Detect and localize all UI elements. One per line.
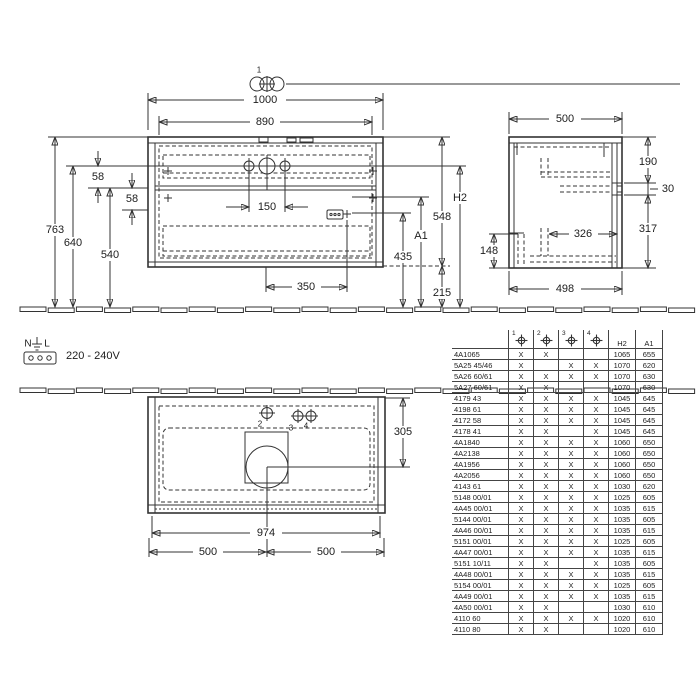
dim-height-lower: 540 — [100, 249, 120, 261]
hole-compat-cell: X — [534, 525, 559, 536]
table-row — [452, 382, 663, 393]
hole-compat-cell: X — [559, 360, 584, 371]
hole-compat-cell: X — [509, 525, 534, 536]
table-row — [452, 580, 663, 591]
h2-value-cell: 1035 — [609, 514, 636, 525]
table-row — [452, 591, 663, 602]
hole-compat-cell: X — [559, 404, 584, 415]
dim-basin-center-depth: 305 — [393, 426, 413, 438]
table-row — [452, 448, 663, 459]
hole-compat-cell: X — [584, 481, 609, 492]
hole-column-number: 4 — [587, 330, 591, 337]
a1-value-cell: 650 — [636, 470, 663, 481]
a1-value-cell: 620 — [636, 360, 663, 371]
socket-plug-icon — [24, 352, 56, 364]
model-cell: 4172 58 — [452, 415, 509, 426]
tap-hole-column-3 — [559, 330, 584, 349]
hole-compat-cell: X — [534, 492, 559, 503]
hole-compat-cell: X — [559, 503, 584, 514]
hole-compat-cell: X — [534, 393, 559, 404]
hole-compat-cell: X — [509, 481, 534, 492]
hole-compat-cell: X — [534, 602, 559, 613]
hole-compat-cell: X — [534, 415, 559, 426]
hole-compat-cell: X — [584, 503, 609, 514]
hole-compat-cell: X — [534, 503, 559, 514]
a1-value-cell: 605 — [636, 580, 663, 591]
a1-value-cell: 615 — [636, 569, 663, 580]
a1-value-cell: 615 — [636, 503, 663, 514]
hole-compat-cell: X — [584, 371, 609, 382]
cabinet-side-outline — [509, 137, 622, 268]
hole-compat-cell: X — [584, 393, 609, 404]
hole-column-number: 2 — [537, 330, 541, 337]
a1-value-cell: 615 — [636, 591, 663, 602]
hole-compat-cell — [584, 382, 609, 393]
h2-value-cell: 1035 — [609, 591, 636, 602]
hole-compat-cell: X — [559, 613, 584, 624]
drill-hole-icon — [590, 334, 603, 347]
table-row — [452, 613, 663, 624]
hole-compat-cell: X — [509, 404, 534, 415]
hole-compat-cell: X — [534, 437, 559, 448]
h2-value-cell: 1035 — [609, 558, 636, 569]
hole-compat-cell — [559, 624, 584, 635]
hole-compat-cell: X — [534, 547, 559, 558]
hole-compat-cell: X — [509, 360, 534, 371]
h2-value-cell: 1060 — [609, 437, 636, 448]
hole-compat-cell: X — [584, 426, 609, 437]
hole-compat-cell: X — [534, 591, 559, 602]
model-cell: 5A27 60/61 — [452, 382, 509, 393]
hole-compat-cell: X — [509, 613, 534, 624]
electrical-connection-symbol — [24, 337, 120, 364]
side-view-drawing — [477, 112, 674, 295]
terminal-n-label: N — [24, 338, 32, 350]
h2-value-cell: 1025 — [609, 536, 636, 547]
h2-value-cell: 1035 — [609, 547, 636, 558]
tap-hole-column-1 — [509, 330, 534, 349]
table-row — [452, 360, 663, 371]
hole-compat-cell: X — [534, 569, 559, 580]
floor-hatch-line — [20, 307, 695, 313]
hole-compat-cell: X — [509, 415, 534, 426]
a1-value-cell: 645 — [636, 426, 663, 437]
hole-compat-cell: X — [509, 426, 534, 437]
drill-hole-icon — [565, 334, 578, 347]
model-cell: 5151 10/11 — [452, 558, 509, 569]
table-row — [452, 415, 663, 426]
socket-symbol-front — [327, 210, 343, 219]
model-cell: 4A45 00/01 — [452, 503, 509, 514]
table-row — [452, 503, 663, 514]
table-row — [452, 492, 663, 503]
h2-value-cell: 1030 — [609, 481, 636, 492]
hole-compat-cell: X — [559, 459, 584, 470]
a1-value-cell: 605 — [636, 514, 663, 525]
ref-item-1-label: 1 — [256, 65, 262, 75]
model-cell: 5144 00/01 — [452, 514, 509, 525]
a1-value-cell: 615 — [636, 547, 663, 558]
table-row — [452, 349, 663, 360]
a1-value-cell: 655 — [636, 349, 663, 360]
hole-compat-cell: X — [509, 437, 534, 448]
drill-hole-icon — [540, 334, 553, 347]
a1-value-cell: 605 — [636, 492, 663, 503]
hole-compat-cell: X — [509, 492, 534, 503]
h2-value-cell: 1030 — [609, 602, 636, 613]
model-cell: 5151 00/01 — [452, 536, 509, 547]
hole-compat-cell — [559, 602, 584, 613]
hole-compat-cell: X — [509, 602, 534, 613]
h2-column-header: H2 — [609, 330, 636, 349]
table-row — [452, 525, 663, 536]
dim-hinge-offset-b: 58 — [125, 193, 139, 205]
hole-compat-cell: X — [534, 448, 559, 459]
h2-value-cell: 1060 — [609, 470, 636, 481]
table-row — [452, 547, 663, 558]
dim-bracket-height: 30 — [661, 183, 675, 195]
dim-height-upper: 640 — [63, 237, 83, 249]
hole-compat-cell — [559, 349, 584, 360]
hole-compat-cell: X — [559, 448, 584, 459]
h2-value-cell: 1045 — [609, 426, 636, 437]
hole-compat-cell: X — [584, 547, 609, 558]
table-row — [452, 602, 663, 613]
model-cell: 5A26 60/61 — [452, 371, 509, 382]
hole-4-label: 4 — [303, 421, 309, 431]
dim-tap-hole-spacing: 150 — [257, 201, 277, 213]
hole-compat-cell: X — [509, 448, 534, 459]
hole-compat-cell: X — [509, 514, 534, 525]
ref-item-1-symbol — [250, 66, 680, 93]
front-view-drawing — [41, 66, 680, 308]
hole-compat-cell: X — [584, 404, 609, 415]
a1-value-cell: 645 — [636, 393, 663, 404]
table-row — [452, 404, 663, 415]
hole-compat-cell: X — [559, 470, 584, 481]
dim-inner-depth: 326 — [573, 228, 593, 240]
model-cell: 5154 00/01 — [452, 580, 509, 591]
hole-compat-cell — [534, 360, 559, 371]
compatibility-table — [452, 330, 663, 635]
model-cell: 4A48 00/01 — [452, 569, 509, 580]
model-cell: 4110 80 — [452, 624, 509, 635]
model-cell: 4A47 00/01 — [452, 547, 509, 558]
h2-value-cell: 1025 — [609, 492, 636, 503]
hole-compat-cell: X — [559, 514, 584, 525]
h2-value-cell: 1065 — [609, 349, 636, 360]
table-row — [452, 459, 663, 470]
hole-compat-cell: X — [584, 536, 609, 547]
hole-3-label: 3 — [288, 423, 294, 433]
h2-value-cell: 1060 — [609, 448, 636, 459]
table-row — [452, 624, 663, 635]
a1-value-cell: 645 — [636, 415, 663, 426]
h2-value-cell: 1045 — [609, 415, 636, 426]
hole-compat-cell: X — [559, 437, 584, 448]
hole-compat-cell: X — [584, 459, 609, 470]
h2-value-cell: 1035 — [609, 503, 636, 514]
hole-compat-cell: X — [534, 536, 559, 547]
hole-compat-cell: X — [584, 437, 609, 448]
hole-compat-cell: X — [534, 426, 559, 437]
dim-cabinet-height: 548 — [432, 211, 452, 223]
a1-value-cell: 645 — [636, 404, 663, 415]
hole-compat-cell: X — [509, 580, 534, 591]
dim-hinge-offset-a: 58 — [91, 171, 105, 183]
model-cell: 4110 60 — [452, 613, 509, 624]
model-cell: 4A50 00/01 — [452, 602, 509, 613]
hole-compat-cell — [584, 624, 609, 635]
hole-compat-cell: X — [534, 382, 559, 393]
a1-column-header: A1 — [636, 330, 663, 349]
h2-value-cell: 1070 — [609, 382, 636, 393]
dim-height-total: 763 — [45, 224, 65, 236]
hole-compat-cell — [559, 382, 584, 393]
table-body — [452, 349, 663, 635]
hole-compat-cell: X — [584, 514, 609, 525]
model-cell: 4A49 00/01 — [452, 591, 509, 602]
hole-compat-cell: X — [534, 459, 559, 470]
hole-compat-cell: X — [584, 360, 609, 371]
hole-compat-cell: X — [509, 371, 534, 382]
dim-depth-top: 500 — [555, 113, 575, 125]
dim-top-to-bracket: 190 — [638, 156, 658, 168]
model-cell: 4A1956 — [452, 459, 509, 470]
model-column-header — [452, 330, 509, 349]
hole-compat-cell: X — [584, 569, 609, 580]
table-row — [452, 514, 663, 525]
hole-compat-cell: X — [534, 558, 559, 569]
a1-value-cell: 630 — [636, 371, 663, 382]
a1-value-cell: 610 — [636, 624, 663, 635]
dim-center-right: 500 — [316, 546, 336, 558]
hole-compat-cell — [559, 558, 584, 569]
table-row — [452, 558, 663, 569]
hole-compat-cell: X — [509, 503, 534, 514]
a1-value-cell: 620 — [636, 481, 663, 492]
hole-compat-cell: X — [559, 371, 584, 382]
table-row — [452, 426, 663, 437]
dim-lower-bracket-height: 148 — [479, 245, 499, 257]
a1-value-cell: 630 — [636, 382, 663, 393]
h2-value-cell: 1025 — [609, 580, 636, 591]
tap-hole-markers-plan — [259, 405, 318, 423]
hole-compat-cell: X — [559, 481, 584, 492]
earth-ground-icon — [32, 337, 42, 350]
hole-compat-cell: X — [509, 393, 534, 404]
hole-compat-cell: X — [509, 558, 534, 569]
voltage-label: 220 - 240V — [66, 350, 120, 362]
dim-socket-offset: 350 — [296, 281, 316, 293]
hole-compat-cell: X — [509, 459, 534, 470]
tap-hole-column-2 — [534, 330, 559, 349]
hole-compat-cell: X — [584, 470, 609, 481]
a1-value-cell: 650 — [636, 437, 663, 448]
dim-a1-label: A1 — [414, 230, 428, 242]
hole-compat-cell: X — [559, 591, 584, 602]
hole-compat-cell: X — [509, 547, 534, 558]
hole-compat-cell: X — [534, 349, 559, 360]
hole-compat-cell: X — [534, 514, 559, 525]
hole-compat-cell: X — [534, 624, 559, 635]
table-header-row — [452, 330, 663, 349]
drill-hole-icon — [515, 334, 528, 347]
hole-compat-cell: X — [559, 536, 584, 547]
hole-column-number: 3 — [562, 330, 566, 337]
hole-column-number: 1 — [512, 330, 516, 337]
model-cell: 4A2056 — [452, 470, 509, 481]
model-cell: 4A1065 — [452, 349, 509, 360]
hole-compat-cell: X — [584, 591, 609, 602]
hole-compat-cell: X — [509, 536, 534, 547]
table-row — [452, 470, 663, 481]
dim-floor-clearance: 215 — [432, 287, 452, 299]
h2-value-cell: 1060 — [609, 459, 636, 470]
model-cell: 4A46 00/01 — [452, 525, 509, 536]
dim-inner-width: 890 — [255, 116, 275, 128]
hole-compat-cell: X — [509, 470, 534, 481]
hole-compat-cell: X — [509, 624, 534, 635]
hole-compat-cell: X — [584, 448, 609, 459]
table-row — [452, 481, 663, 492]
tap-hole-column-4 — [584, 330, 609, 349]
hole-compat-cell: X — [584, 558, 609, 569]
h2-value-cell: 1070 — [609, 360, 636, 371]
hole-compat-cell: X — [509, 591, 534, 602]
h2-value-cell: 1020 — [609, 613, 636, 624]
h2-value-cell: 1035 — [609, 525, 636, 536]
a1-value-cell: 610 — [636, 613, 663, 624]
hole-compat-cell: X — [534, 613, 559, 624]
model-cell: 4143 61 — [452, 481, 509, 492]
dim-socket-height: 435 — [393, 251, 413, 263]
a1-value-cell: 605 — [636, 536, 663, 547]
hole-compat-cell: X — [534, 580, 559, 591]
h2-value-cell: 1070 — [609, 371, 636, 382]
table-row — [452, 569, 663, 580]
table-row — [452, 437, 663, 448]
table-row — [452, 536, 663, 547]
a1-value-cell: 650 — [636, 448, 663, 459]
a1-value-cell: 610 — [636, 602, 663, 613]
model-cell: 4A1840 — [452, 437, 509, 448]
hole-compat-cell: X — [559, 415, 584, 426]
hole-compat-cell — [584, 349, 609, 360]
dim-depth-bottom: 498 — [555, 283, 575, 295]
hole-compat-cell: X — [559, 547, 584, 558]
hole-compat-cell: X — [584, 525, 609, 536]
model-cell: 5A25 45/46 — [452, 360, 509, 371]
hole-compat-cell: X — [509, 349, 534, 360]
hole-compat-cell: X — [559, 393, 584, 404]
terminal-l-label: L — [44, 338, 50, 350]
hole-compat-cell — [584, 602, 609, 613]
dim-overall-width: 1000 — [252, 94, 278, 106]
table-row — [452, 371, 663, 382]
hole-compat-cell: X — [534, 481, 559, 492]
model-cell: 4198 61 — [452, 404, 509, 415]
hole-compat-cell: X — [559, 492, 584, 503]
hole-compat-cell: X — [584, 580, 609, 591]
model-cell: 5148 00/01 — [452, 492, 509, 503]
hole-compat-cell: X — [559, 525, 584, 536]
h2-value-cell: 1045 — [609, 404, 636, 415]
hole-compat-cell: X — [584, 492, 609, 503]
hole-compat-cell: X — [509, 569, 534, 580]
dim-h2-label: H2 — [452, 192, 468, 204]
a1-value-cell: 650 — [636, 459, 663, 470]
table-row — [452, 393, 663, 404]
hole-compat-cell: X — [559, 580, 584, 591]
model-cell: 4179 43 — [452, 393, 509, 404]
hole-compat-cell: X — [584, 613, 609, 624]
hole-compat-cell: X — [559, 569, 584, 580]
h2-value-cell: 1045 — [609, 393, 636, 404]
hole-compat-cell: X — [509, 382, 534, 393]
hole-compat-cell: X — [534, 404, 559, 415]
h2-value-cell: 1035 — [609, 569, 636, 580]
hole-compat-cell — [559, 426, 584, 437]
a1-value-cell: 615 — [636, 525, 663, 536]
hole-2-label: 2 — [257, 419, 263, 429]
model-cell: 4A2138 — [452, 448, 509, 459]
hole-compat-cell: X — [534, 371, 559, 382]
h2-value-cell: 1020 — [609, 624, 636, 635]
a1-value-cell: 605 — [636, 558, 663, 569]
top-view-drawing — [148, 397, 417, 558]
model-cell: 4178 41 — [452, 426, 509, 437]
dim-worktop-width: 974 — [256, 527, 276, 539]
dim-bracket-to-bottom: 317 — [638, 223, 658, 235]
dim-center-left: 500 — [198, 546, 218, 558]
hole-compat-cell: X — [584, 415, 609, 426]
hole-compat-cell: X — [534, 470, 559, 481]
